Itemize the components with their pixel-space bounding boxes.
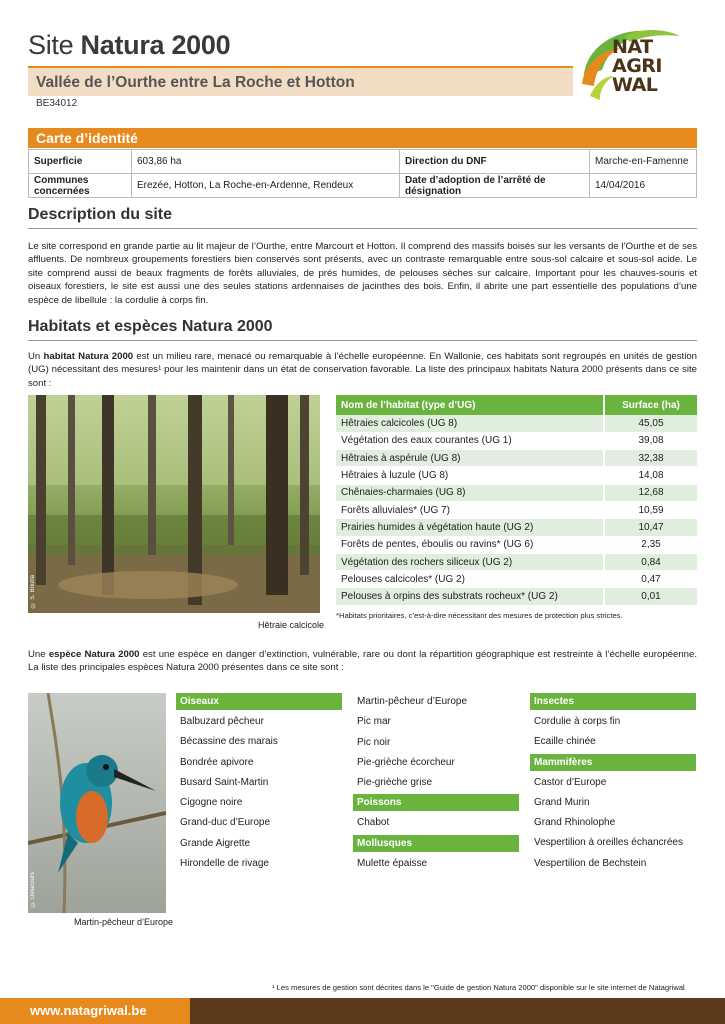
habitat-surface: 32,38 xyxy=(604,450,697,467)
list-item: Mulette épaisse xyxy=(357,857,428,869)
species-group-header: Poissons xyxy=(353,794,519,811)
table-row xyxy=(336,432,697,449)
habitat-surface: 0,84 xyxy=(604,553,697,570)
table-header-row xyxy=(336,395,697,415)
habitat-name: Forêts alluviales* (UG 7) xyxy=(336,501,604,518)
habitat-name: Pelouses calcicoles* (UG 2) xyxy=(336,571,604,588)
habitat-surface: 10,47 xyxy=(604,519,697,536)
identity-table xyxy=(28,149,697,198)
page-title xyxy=(28,30,230,61)
habitat-name: Pelouses à orpins des substrats rocheux* (UG 2) xyxy=(336,588,604,605)
description-text: Le site correspond en grande partie au lit majeur de l’Ourthe, entre Marcourt et Hotton. Il comprend des massifs boisés sur les versants de l’Ourthe et de ses affluents. De nombreux groupements forestiers bien conservés sont présents, avec un contraste remarquable entre sous-sol calcaire et sous-sol acide. Le site comprend aussi de beaux fragments de forêts alluviales, de prés humides, de pelouses sèches sur calcaire. Important pour les chauves-souris et oiseaux forestiers, le site est aussi une des seules stations ardennaises de jacinthes des bois. Enfin, il abrite une part essentielle des populations d’une espèce de libellule : la cordulie à corps fin. xyxy=(28,241,697,306)
identity-label: Superficie xyxy=(29,150,132,174)
intro-text: est un milieu rare, menacé ou remarquable à l’échelle européenne. En Wallonie, ces habitats sont regroupés en unités de gestion (UG) nécessitant des mesures¹ pour les maintenir dans un état de conservation favorable. La liste des principaux habitats Natura 2000 présents dans ce site sont : xyxy=(28,351,698,389)
table-row xyxy=(336,519,697,536)
list-item: Cigogne noire xyxy=(180,797,243,809)
identity-value: 603,86 ha xyxy=(132,150,400,174)
species-column-1 xyxy=(176,693,342,875)
identity-value: Erezée, Hotton, La Roche-en-Ardenne, Rendeux xyxy=(132,174,400,198)
habitat-surface: 0,47 xyxy=(604,571,697,588)
identity-value: 14/04/2016 xyxy=(590,174,697,198)
habitat-name: Hêtraies calcicoles (UG 8) xyxy=(336,415,604,432)
identity-label: Direction du DNF xyxy=(400,150,590,174)
subtitle-bar xyxy=(28,66,573,96)
forest-image xyxy=(28,395,320,613)
list-item: Cordulie à corps fin xyxy=(534,716,621,727)
identity-value: Marche-en-Famenne xyxy=(590,150,697,174)
species-column-2 xyxy=(353,693,519,875)
habitat-name: Chênaies-charmaies (UG 8) xyxy=(336,484,604,501)
table-row xyxy=(29,174,697,198)
table-row xyxy=(336,536,697,553)
table-row xyxy=(336,588,697,605)
photo-caption: Hêtraie calcicole xyxy=(258,620,325,630)
habitats-intro xyxy=(28,350,697,390)
list-item: Busard Saint-Martin xyxy=(180,776,269,788)
website-link[interactable]: www.natagriwal.be xyxy=(30,1003,147,1018)
list-item: Martin-pêcheur d’Europe xyxy=(357,696,468,707)
habitat-surface: 10,59 xyxy=(604,501,697,518)
natagriwal-logo xyxy=(580,24,705,114)
list-item: Ecaille chinée xyxy=(534,736,596,748)
list-item: Grand Murin xyxy=(534,796,590,808)
list-item: Chabot xyxy=(357,817,390,829)
intro-text: Un xyxy=(28,351,44,362)
intro-bold: espèce Natura 2000 xyxy=(48,649,140,660)
habitat-table xyxy=(336,395,697,606)
identity-label: Communes concernées xyxy=(29,174,132,198)
column-header: Nom de l’habitat (type d’UG) xyxy=(336,395,604,415)
table-row xyxy=(336,571,697,588)
kingfisher-image xyxy=(28,693,166,913)
list-item: Grand Rhinolophe xyxy=(534,817,616,829)
identity-label: Date d’adoption de l’arrêté de désignation xyxy=(400,174,590,198)
habitat-name: Végétation des rochers siliceux (UG 2) xyxy=(336,553,604,570)
list-item: Pic noir xyxy=(357,736,391,748)
habitat-surface: 12,68 xyxy=(604,484,697,501)
habitat-surface: 2,35 xyxy=(604,536,697,553)
habitat-name: Hêtraies à luzule (UG 8) xyxy=(336,467,604,484)
photo-credit: © Delacours xyxy=(30,872,36,907)
species-group-header: Insectes xyxy=(530,693,696,710)
list-item: Vespertilion à oreilles échancrées xyxy=(534,837,683,849)
habitat-note: *Habitats prioritaires, c’est-à-dire nécessitant des mesures de protection plus strictes. xyxy=(336,611,623,620)
habitat-name: Végétation des eaux courantes (UG 1) xyxy=(336,432,604,449)
list-item: Grande Aigrette xyxy=(180,837,251,849)
table-row xyxy=(336,415,697,432)
site-code: BE34012 xyxy=(36,98,78,109)
habitat-surface: 39,08 xyxy=(604,432,697,449)
footnote: ¹ Les mesures de gestion sont décrites dans le "Guide de gestion Natura 2000" disponible sur le site internet de Natagriwal xyxy=(272,983,685,992)
intro-bold: habitat Natura 2000 xyxy=(43,351,134,362)
habitat-surface: 45,05 xyxy=(604,415,697,432)
divider xyxy=(28,228,697,229)
site-name: Vallée de l’Ourthe entre La Roche et Hotton xyxy=(36,74,355,91)
list-item: Pic mar xyxy=(357,716,391,728)
table-row xyxy=(336,553,697,570)
list-item: Grand-duc d’Europe xyxy=(180,817,271,829)
kingfisher-photo xyxy=(28,693,166,913)
species-group-header: Oiseaux xyxy=(176,693,342,710)
logo-line-3: WAL xyxy=(612,74,658,96)
table-row xyxy=(336,484,697,501)
habitat-surface: 14,08 xyxy=(604,467,697,484)
intro-text: Une xyxy=(28,649,49,660)
table-row xyxy=(29,150,697,174)
habitat-name: Forêts de pentes, éboulis ou ravins* (UG 6) xyxy=(336,536,604,553)
habitat-rows xyxy=(336,415,697,605)
habitat-surface: 0,01 xyxy=(604,588,697,605)
habitats-title: Habitats et espèces Natura 2000 xyxy=(28,318,273,335)
list-item: Bécassine des marais xyxy=(180,736,278,748)
logo-line-2: AGRI xyxy=(612,55,662,77)
intro-text: est une espèce en danger d’extinction, vulnérable, rare ou dont la répartition géographique est restreinte à l’échelle européenne. La liste des principales espèces Natura 2000 présentes dans ce site sont : xyxy=(28,649,697,674)
table-row xyxy=(336,467,697,484)
table-row xyxy=(336,501,697,518)
logo-text xyxy=(612,38,662,95)
divider xyxy=(28,340,697,341)
list-item: Pie-grièche écorcheur xyxy=(357,756,455,768)
species-column-3 xyxy=(530,693,696,875)
title-prefix: Site xyxy=(28,30,74,60)
photo-caption: Martin-pêcheur d’Europe xyxy=(74,917,174,927)
forest-photo xyxy=(28,395,320,613)
logo-line-1: NAT xyxy=(612,36,653,58)
identity-header xyxy=(28,128,697,148)
description-title: Description du site xyxy=(28,206,173,223)
photo-credit: © S. Bourla xyxy=(30,574,36,607)
list-item: Bondrée apivore xyxy=(180,756,254,768)
species-group-header: Mammifères xyxy=(530,754,696,771)
list-item: Pie-grièche grise xyxy=(357,777,433,789)
identity-title: Carte d’identité xyxy=(36,130,138,146)
title-bold: Natura 2000 xyxy=(80,30,231,60)
column-header: Surface (ha) xyxy=(604,395,697,415)
species-group-header: Mollusques xyxy=(353,835,519,852)
list-item: Castor d’Europe xyxy=(534,776,607,788)
list-item: Balbuzard pêcheur xyxy=(180,716,264,727)
table-row xyxy=(336,450,697,467)
species-intro xyxy=(28,648,697,675)
list-item: Vespertilion de Bechstein xyxy=(534,857,647,869)
list-item: Hirondelle de rivage xyxy=(180,858,269,870)
habitat-name: Hêtraies à aspérule (UG 8) xyxy=(336,450,604,467)
habitat-name: Prairies humides à végétation haute (UG 2) xyxy=(336,519,604,536)
